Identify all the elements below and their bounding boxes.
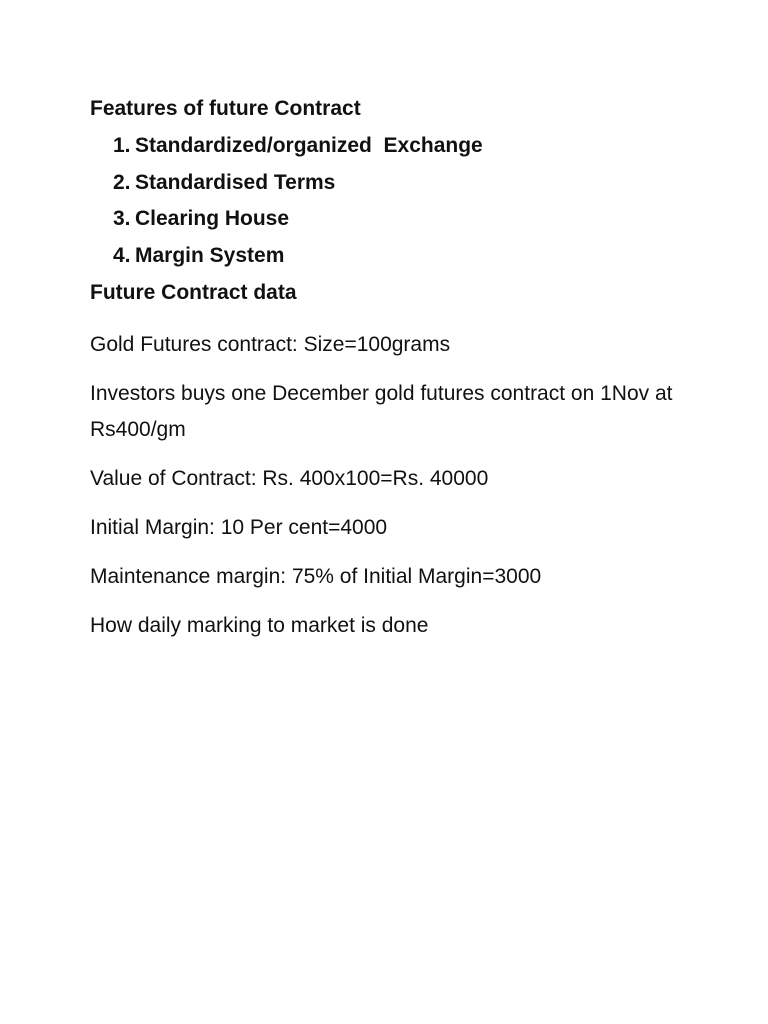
paragraph-initial-margin: Initial Margin: 10 Per cent=4000 bbox=[90, 516, 388, 539]
list-item-number: 2. bbox=[113, 170, 131, 194]
list-item-text: Standardized/organized Exchange bbox=[135, 134, 483, 157]
list-item bbox=[90, 128, 690, 165]
paragraph-maintenance-margin: Maintenance margin: 75% of Initial Margin=3000 bbox=[90, 565, 542, 588]
document-body bbox=[90, 94, 690, 657]
paragraph-contract-size: Gold Futures contract: Size=100grams bbox=[90, 333, 451, 356]
list-item bbox=[90, 238, 690, 275]
list-item bbox=[90, 201, 690, 238]
list-item-number: 3. bbox=[113, 207, 131, 230]
list-item-text: Clearing House bbox=[135, 207, 290, 230]
list-item-text: Margin System bbox=[135, 243, 285, 267]
paragraph-marking-to-market: How daily marking to market is done bbox=[90, 614, 429, 637]
subsection-heading: Future Contract data bbox=[90, 281, 297, 304]
paragraph-investor-purchase: Investors buys one December gold futures contract on 1Nov at Rs400/gm bbox=[90, 382, 673, 441]
features-list bbox=[90, 128, 690, 274]
paragraph-contract-value: Value of Contract: Rs. 400x100=Rs. 40000 bbox=[90, 467, 489, 490]
section-heading: Features of future Contract bbox=[90, 97, 361, 120]
list-item-number: 4. bbox=[113, 243, 131, 267]
list-item bbox=[90, 165, 690, 202]
list-item-number: 1. bbox=[113, 134, 131, 157]
list-item-text: Standardised Terms bbox=[135, 170, 336, 194]
